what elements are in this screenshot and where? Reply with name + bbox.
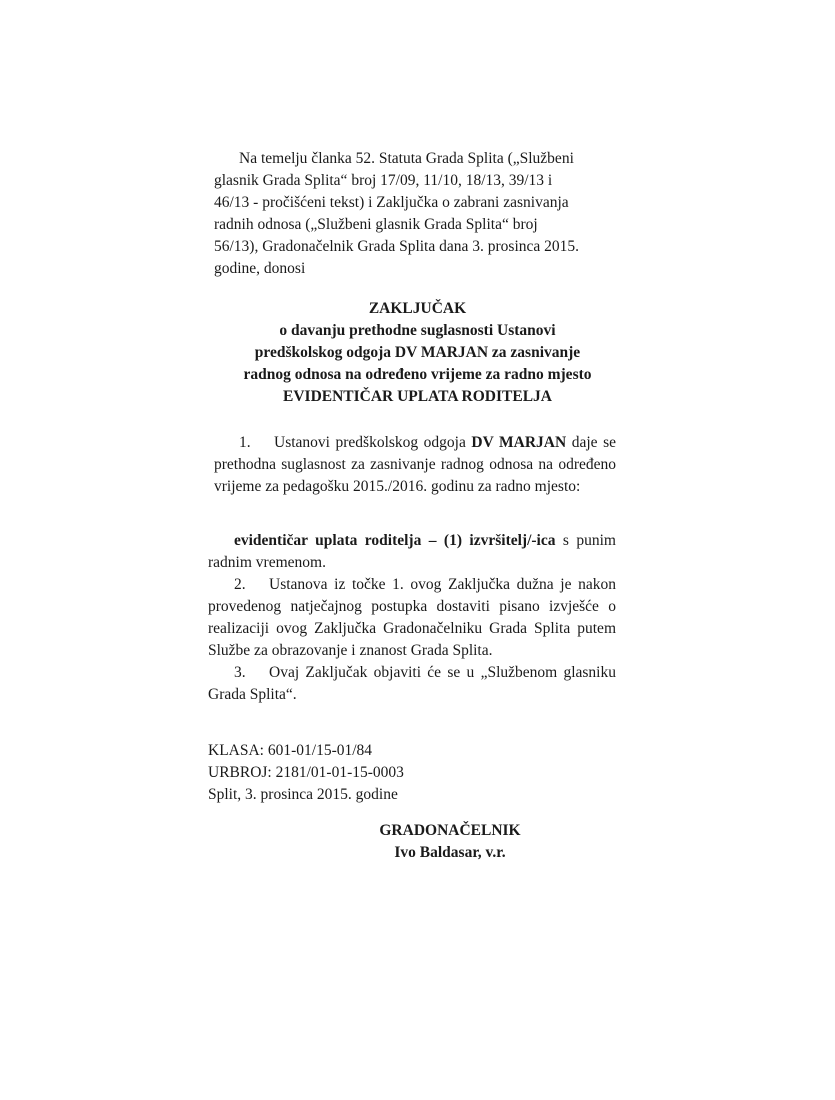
- title-line-3: radnog odnosa na određeno vrijeme za radno mjesto: [243, 366, 592, 383]
- item-2-text: Ustanova iz točke 1. ovog Zaključka dužna je nakon provedenog natječajnog postupka dostaviti pisano izvješće o realizaciji ovog Zaključka Gradonačelniku Grada Splita putem Službe za obrazovanje i znanost Grada Splita.: [208, 576, 616, 659]
- item-1-institution: DV MARJAN: [471, 434, 567, 451]
- signature-block: [330, 820, 570, 864]
- intro-line-1: Na temelju članka 52. Statuta Grada Splita („Službeni: [239, 150, 574, 167]
- klasa-line: KLASA: 601-01/15-01/84: [208, 742, 373, 759]
- position-paragraph: [208, 530, 616, 574]
- item-1-text-after: daje se prethodna suglasnost za zasnivanje radnog odnosa na određeno vrijeme za pedagošku 2015./2016. godinu za radno mjesto:: [214, 434, 616, 495]
- signature-name: Ivo Baldasar, v.r.: [394, 844, 506, 861]
- intro-paragraph: [214, 148, 616, 280]
- item-1-number: 1.: [239, 434, 251, 451]
- intro-line-2: glasnik Grada Splita“ broj 17/09, 11/10, 18/13, 39/13 i: [214, 172, 553, 189]
- item-2: [208, 574, 616, 662]
- urbroj-line: URBROJ: 2181/01-01-15-0003: [208, 764, 404, 781]
- intro-line-5: 56/13), Gradonačelnik Grada Splita dana 3. prosinca 2015.: [214, 238, 580, 255]
- items-2-3: [208, 574, 616, 706]
- intro-line-6: godine, donosi: [214, 260, 306, 277]
- title-line-4: EVIDENTIČAR UPLATA RODITELJA: [283, 388, 552, 405]
- item-1: [214, 432, 616, 498]
- position-title: evidentičar uplata roditelja – (1) izvršitelj/-ica: [234, 532, 556, 549]
- item-3-number: 3.: [234, 664, 246, 681]
- item-1-text-before: Ustanovi predškolskog odgoja: [274, 434, 472, 451]
- position-rest: s punim radnim vremenom.: [208, 532, 616, 571]
- item-2-number: 2.: [234, 576, 246, 593]
- place-date-line: Split, 3. prosinca 2015. godine: [208, 786, 398, 803]
- intro-line-4: radnih odnosa („Službeni glasnik Grada Splita“ broj: [214, 216, 538, 233]
- title-line-2: predškolskog odgoja DV MARJAN za zasnivanje: [254, 344, 581, 361]
- item-3-text: Ovaj Zaključak objaviti će se u „Službenom glasniku Grada Splita“.: [208, 664, 616, 703]
- document-meta: [208, 740, 608, 806]
- intro-line-3: 46/13 - pročišćeni tekst) i Zaključka o zabrani zasnivanja: [214, 194, 569, 211]
- title-heading: ZAKLJUČAK: [368, 300, 467, 317]
- item-3: [208, 662, 616, 706]
- title-line-1: o davanju prethodne suglasnosti Ustanovi: [279, 322, 556, 339]
- document-title: [150, 298, 685, 408]
- signature-role: GRADONAČELNIK: [379, 822, 521, 839]
